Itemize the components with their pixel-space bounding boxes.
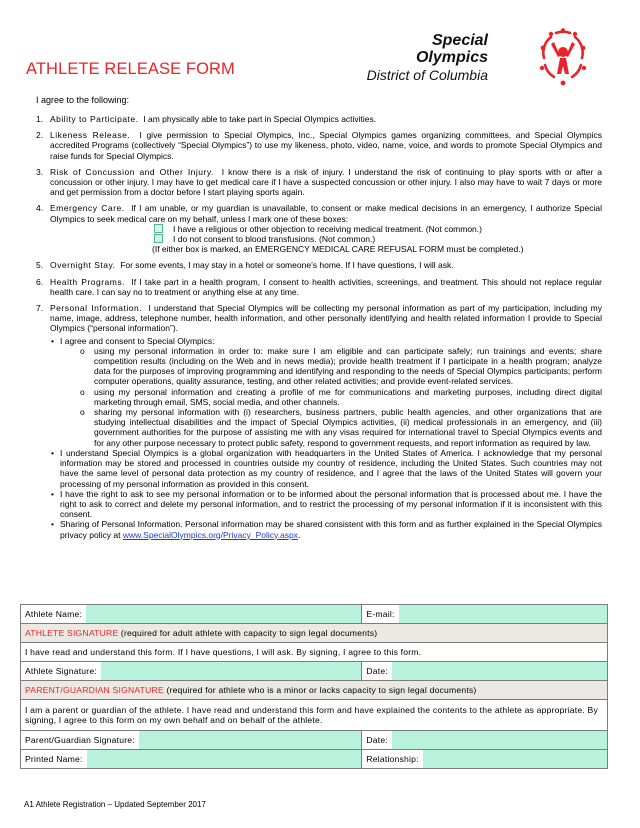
refusal-note: (If either box is marked, an EMERGENCY MEDICAL CARE REFUSAL FORM must be completed.)	[152, 244, 524, 255]
signature-form	[20, 604, 608, 769]
page-title: ATHLETE RELEASE FORM	[26, 60, 235, 78]
athlete-signature-heading	[21, 624, 608, 643]
term-title: Ability to Participate.	[50, 114, 139, 124]
date-label: Date:	[366, 666, 388, 676]
term-text: For some events, I may stay in a hotel or someone’s home. If I have questions, I will ask.	[120, 260, 454, 271]
athlete-name-field[interactable]	[21, 605, 362, 624]
use-text: using my personal information in order to: make sure I am eligible and can participate safely; run trainings and events; share competition results (including on the Web and in news media); provide health treatment if I participate in a health program; analyze data for the purposes of improving programming and identifying and responding to the needs of Special Olympics participants; perform computer operations, quality assurance, testing, and other related activities; and provide event-related services.	[94, 345, 602, 387]
date-label: Date:	[366, 735, 388, 745]
relationship-input[interactable]	[423, 750, 607, 768]
special-olympics-logo	[366, 28, 612, 90]
term-number: 3.	[36, 166, 44, 177]
term-number: 2.	[36, 130, 44, 141]
consent-list	[50, 336, 602, 540]
use-text: sharing my personal information with (i) researchers, business partners, public health agencies, and other organizations that are studying intellectual disabilities and the impact of Special Olympics activities, (ii) medical professionals in an emergency, and (iii) government authorities for the purpose of assisting me with any visas required for international travel to Special Olympics events and for any other purpose necessary to protect public safety, respond to government requests, and report information as required by law.	[94, 407, 602, 448]
special-olympics-emblem-icon	[534, 28, 592, 88]
term-concussion	[36, 167, 602, 198]
email-input[interactable]	[399, 605, 607, 623]
term-text: I know there is a risk of injury. I understand the risk of continuing to play sports with or after a concussion or other injury. I may have to get medical care if I have a suspected concussion or other injury. I also may have to wait 7 days or more and get permission from a doctor before I start playing sports again.	[50, 166, 602, 198]
guardian-signature-title: PARENT/GUARDIAN SIGNATURE	[25, 685, 164, 695]
footer-note: A1 Athlete Registration – Updated September 2017	[24, 800, 206, 809]
athlete-signature-field[interactable]	[21, 662, 362, 681]
checkbox-label: I do not consent to blood transfusions. (Not common.)	[173, 234, 376, 245]
term-number: 6.	[36, 276, 44, 287]
list-item	[50, 336, 602, 448]
term-text: If I am unable, or my guardian is unavailable, to consent or make medical decisions in an emergency, I authorize Special Olympics to seek medical care on my behalf, unless I mark one of these boxes:	[50, 203, 602, 224]
term-health	[36, 277, 602, 297]
term-title: Likeness Release.	[50, 130, 131, 141]
blood-transfusion-option	[50, 234, 602, 244]
period: .	[297, 529, 301, 540]
guardian-statement: I am a parent or guardian of the athlete. I have read and understand this form and have explained the contents to the athlete as appropriate. By signing, I agree to this form on my own behalf and on behalf of the athlete.	[21, 700, 608, 731]
term-title: Emergency Care.	[50, 203, 125, 214]
term-number: 5.	[36, 260, 44, 271]
relationship-field[interactable]	[362, 750, 608, 769]
guardian-signature-note: (required for athlete who is a minor or lacks capacity to sign legal documents)	[166, 685, 477, 695]
email-label: E-mail:	[366, 609, 395, 619]
term-title: Health Programs.	[50, 276, 125, 287]
list-item: o using my personal information in order to: make sure I am eligible and can participate safely; run trainings and events; share competition results (including on the Web and in news media); provide health treatment if I participate in a health program; analyze data for the purposes of improving programming and identifying and responding to the needs of Special Olympics participants; perform computer operations, quality assurance, testing, and other related activities; and provide event-related services.	[80, 345, 602, 387]
athlete-signature-input[interactable]	[101, 662, 361, 680]
term-title: Overnight Stay.	[50, 260, 116, 271]
term-number: 1.	[36, 114, 44, 124]
term-personal-info	[36, 303, 602, 540]
relationship-label: Relationship:	[366, 754, 419, 764]
list-item	[50, 448, 602, 489]
term-emergency	[36, 203, 602, 254]
checkbox-label: I have a religious or other objection to receiving medical treatment. (Not common.)	[173, 223, 482, 234]
term-likeness	[36, 130, 602, 161]
logo-word-special: Special	[431, 32, 488, 49]
religious-objection-option	[50, 224, 602, 234]
athlete-date-field[interactable]	[362, 662, 608, 681]
blood-transfusion-checkbox[interactable]	[154, 234, 163, 243]
guardian-signature-heading	[21, 681, 608, 700]
list-item	[50, 489, 602, 520]
list-item	[50, 519, 602, 539]
sharing-text: Sharing of Personal Information. Personal information may be shared consistent with this form and as further explained in the Special Olympics privacy policy at	[60, 519, 602, 540]
guardian-signature-label: Parent/Guardian Signature:	[25, 735, 135, 745]
term-title: Personal Information.	[50, 303, 143, 314]
term-text: If I take part in a health program, I consent to health activities, screenings, and treatment. This should not replace regular health care. I can say no to treatment or anything else at any time.	[50, 276, 603, 297]
term-number: 7.	[36, 303, 44, 314]
logo-word-olympics: Olympics	[415, 49, 488, 66]
list-item: o sharing my personal information with (i) researchers, business partners, public health agencies, and other organizations that are studying intellectual disabilities and the impact of Special Olympics activities, (ii) medical professionals in an emergency, and (iii) government authorities for the purpose of assisting me with any visas required for international travel to Special Olympics events and for any other purpose necessary to protect public safety, respond to government requests, and report information as required by law.	[80, 407, 602, 448]
religious-objection-checkbox[interactable]	[154, 224, 163, 233]
term-text: I give permission to Special Olympics, Inc., Special Olympics games organizing committees, and Special Olympics accredited Programs (collectively “Special Olympics”) to use my likeness, photo, video, name, voice, and words to promote Special Olympics and raise funds for Special Olympics.	[50, 130, 602, 161]
athlete-signature-note: (required for adult athlete with capacity to sign legal documents)	[120, 628, 378, 638]
athlete-signature-title: ATHLETE SIGNATURE	[25, 628, 119, 638]
intro-text: I agree to the following:	[36, 95, 130, 105]
athlete-name-label: Athlete Name:	[25, 609, 83, 619]
athlete-signature-label: Athlete Signature:	[25, 666, 97, 676]
term-text: I understand that Special Olympics will be collecting my personal information as part of my participation, including my name, image, address, telephone number, health information, and other personally identifying and health related information I provide to Special Olympics (“personal information”).	[50, 303, 603, 334]
consent-heading: I agree and consent to Special Olympics:	[60, 335, 215, 346]
term-number: 4.	[36, 203, 44, 214]
term-title: Risk of Concussion and Other Injury.	[50, 166, 214, 177]
guardian-signature-input[interactable]	[139, 731, 362, 749]
term-text: I am physically able to take part in Special Olympics activities.	[143, 114, 377, 124]
list-item: o using my personal information and creating a profile of me for communications and marketing purposes, including direct digital marketing through email, SMS, social media, and other channels.	[80, 386, 602, 407]
term-ability	[36, 114, 602, 124]
release-terms	[36, 114, 602, 546]
athlete-date-input[interactable]	[392, 662, 607, 680]
athlete-name-input[interactable]	[86, 605, 361, 623]
use-text: using my personal information and creating a profile of me for communications and marketing purposes, including direct digital marketing through email, SMS, social media, and other channels.	[94, 386, 602, 407]
logo-word-district: District of Columbia	[366, 67, 488, 83]
consent-uses-list	[60, 346, 602, 448]
privacy-policy-link[interactable]: www.SpecialOlympics.org/Privacy_Policy.aspx	[122, 529, 298, 540]
guardian-signature-field[interactable]	[21, 731, 362, 750]
guardian-date-input[interactable]	[392, 731, 607, 749]
printed-name-label: Printed Name:	[25, 754, 83, 764]
rights-text: I have the right to ask to see my personal information or to be informed about the personal information that is processed about me. I have the right to ask to correct and delete my personal information, and to restrict the processing of my personal information if it is inconsistent with this consent.	[60, 488, 602, 520]
printed-name-field[interactable]	[21, 750, 362, 769]
email-field[interactable]	[362, 605, 608, 624]
guardian-date-field[interactable]	[362, 731, 608, 750]
global-org-text: I understand Special Olympics is a global organization with headquarters in the United States of America. I acknowledge that my personal information may be stored and processed in countries outside my country of residence, including the United States. Such countries may not have the same level of personal data protection as my country of residence, and I agree that the laws of the United States will govern your processing of my personal information as provided in this consent.	[60, 447, 602, 489]
term-overnight	[36, 260, 602, 270]
printed-name-input[interactable]	[87, 750, 362, 768]
athlete-statement: I have read and understand this form. If I have questions, I will ask. By signing, I agree to this form.	[21, 643, 608, 662]
